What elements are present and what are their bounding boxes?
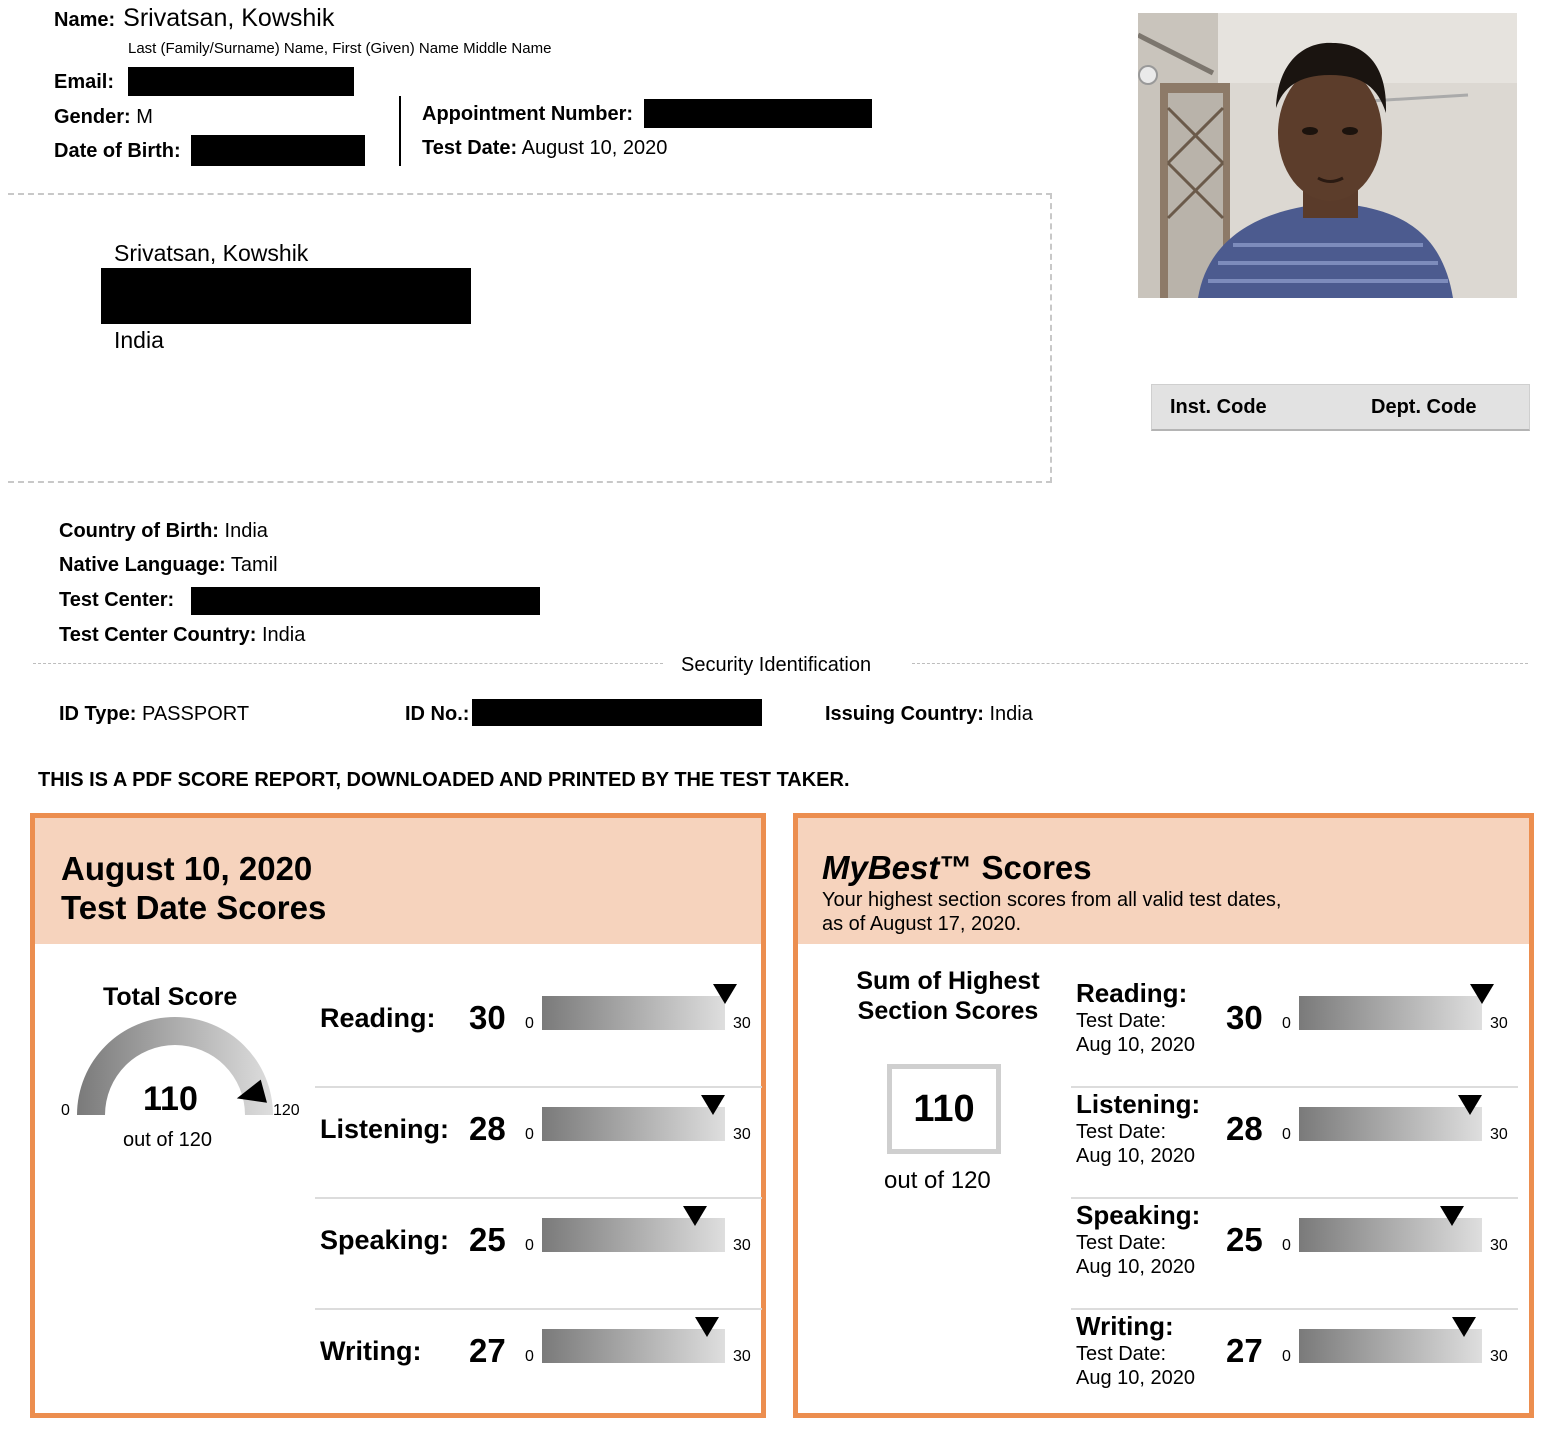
mybest-scores-panel <box>793 813 1534 1418</box>
section-date-label: Test Date: <box>1076 1010 1167 1032</box>
country-of-birth-label: Country of Birth: <box>59 520 219 542</box>
section-label: Writing: <box>1076 1311 1174 1341</box>
section-label: Reading: <box>320 1003 436 1033</box>
score-marker <box>1440 1206 1464 1226</box>
test-date-title: August 10, 2020 <box>61 850 313 887</box>
scale-min: 0 <box>1282 1237 1291 1254</box>
scale-min: 0 <box>1282 1015 1291 1032</box>
candidate-name-row <box>54 4 334 33</box>
section-label: Reading: <box>1076 978 1188 1008</box>
total-out-of: out of 120 <box>123 1129 212 1151</box>
email-redaction <box>128 67 354 96</box>
native-language-label: Native Language: <box>59 554 226 576</box>
candidate-name: Srivatsan, Kowshik <box>123 4 335 32</box>
row-divider <box>315 1086 762 1088</box>
address-name: Srivatsan, Kowshik <box>114 240 309 266</box>
id-type-label: ID Type: <box>59 703 137 725</box>
score-bar <box>542 1107 725 1141</box>
issuing-country-label: Issuing Country: <box>825 703 984 725</box>
section-score: 27 <box>1226 1332 1263 1369</box>
candidate-photo <box>1138 13 1517 298</box>
email-label: Email: <box>54 71 115 93</box>
test-center-label: Test Center: <box>59 589 175 611</box>
native-language-row <box>59 554 278 577</box>
mybest-title-suffix: ™ Scores <box>939 849 1092 886</box>
section-score: 27 <box>469 1332 506 1369</box>
row-divider <box>315 1308 762 1310</box>
section-score: 28 <box>1226 1110 1263 1147</box>
score-marker <box>683 1206 707 1226</box>
section-date: Aug 10, 2020 <box>1076 1034 1195 1056</box>
score-bar <box>1299 996 1482 1030</box>
score-marker <box>701 1095 725 1115</box>
scale-min: 0 <box>1282 1348 1291 1365</box>
sum-label-line2: Section Scores <box>857 997 1039 1025</box>
institution-codes-bar <box>1151 384 1530 431</box>
row-divider <box>1071 1197 1518 1199</box>
security-divider-left <box>33 663 663 664</box>
section-score: 30 <box>1226 999 1263 1036</box>
scale-max: 30 <box>733 1348 751 1365</box>
id-type-value: PASSPORT <box>141 703 250 725</box>
security-divider-right <box>912 663 1528 664</box>
native-language-value: Tamil <box>230 554 278 576</box>
id-number-redaction <box>472 699 762 726</box>
mybest-subtitle-2: as of August 17, 2020. <box>822 913 1022 935</box>
dob-label: Date of Birth: <box>54 140 181 162</box>
dob-redaction <box>191 135 365 166</box>
section-date-label: Test Date: <box>1076 1343 1167 1365</box>
gender-value: M <box>136 106 153 128</box>
section-label: Speaking: <box>320 1225 450 1255</box>
section-date: Aug 10, 2020 <box>1076 1256 1195 1278</box>
name-label: Name: <box>54 9 116 31</box>
name-format-hint: Last (Family/Surname) Name, First (Given) Name Middle Name <box>128 40 552 57</box>
score-marker <box>695 1317 719 1337</box>
sum-label <box>838 966 1058 1026</box>
scale-min: 0 <box>1282 1126 1291 1143</box>
section-date: Aug 10, 2020 <box>1076 1145 1195 1167</box>
score-bar <box>542 996 725 1030</box>
section-label: Listening: <box>1076 1089 1201 1119</box>
pdf-notice: THIS IS A PDF SCORE REPORT, DOWNLOADED AND PRINTED BY THE TEST TAKER. <box>38 769 850 791</box>
sum-out-of: out of 120 <box>884 1167 991 1194</box>
scale-max: 30 <box>733 1126 751 1143</box>
test-center-redaction <box>191 587 540 615</box>
test-date-label: Test Date: <box>422 137 518 159</box>
scale-max: 30 <box>1490 1237 1508 1254</box>
test-date-value: August 10, 2020 <box>521 137 668 159</box>
scale-min: 0 <box>525 1015 534 1032</box>
mybest-brand: MyBest <box>822 849 940 886</box>
scale-min: 0 <box>525 1126 534 1143</box>
dept-code-label: Dept. Code <box>1371 396 1477 418</box>
total-score-label: Total Score <box>103 983 238 1011</box>
issuing-country-row <box>825 703 1033 726</box>
inst-code-label: Inst. Code <box>1170 396 1267 418</box>
gender-label: Gender: <box>54 106 131 128</box>
scale-max: 30 <box>733 1015 751 1032</box>
mailing-address-box <box>8 193 1052 483</box>
test-center-country-value: India <box>261 624 306 646</box>
gender-row <box>54 106 153 129</box>
test-date-scores-panel <box>30 813 766 1418</box>
total-score-value: 110 <box>143 1080 198 1118</box>
scale-min: 0 <box>525 1348 534 1365</box>
section-date-label: Test Date: <box>1076 1121 1167 1143</box>
country-of-birth-row <box>59 520 268 543</box>
photo-illustration <box>1138 13 1517 298</box>
country-of-birth-value: India <box>224 520 268 542</box>
scale-max: 30 <box>1490 1126 1508 1143</box>
address-redaction <box>101 268 471 324</box>
mybest-subtitle-1: Your highest section scores from all valid test dates, <box>822 889 1282 911</box>
section-label: Speaking: <box>1076 1200 1201 1230</box>
section-score: 28 <box>469 1110 506 1147</box>
gauge-min: 0 <box>61 1102 70 1119</box>
gauge-max: 120 <box>273 1102 300 1119</box>
scale-max: 30 <box>1490 1015 1508 1032</box>
score-bar <box>1299 1107 1482 1141</box>
row-divider <box>315 1197 762 1199</box>
score-marker <box>713 984 737 1004</box>
security-heading: Security Identification <box>681 654 872 676</box>
id-number-label: ID No.: <box>405 703 470 725</box>
mybest-title <box>822 849 1092 887</box>
issuing-country-value: India <box>989 703 1033 725</box>
score-marker <box>1470 984 1494 1004</box>
test-date-row <box>422 137 667 160</box>
header-divider <box>399 96 401 166</box>
test-center-country-label: Test Center Country: <box>59 624 257 646</box>
section-label: Writing: <box>320 1336 422 1366</box>
scale-max: 30 <box>733 1237 751 1254</box>
id-type-row <box>59 703 249 726</box>
appointment-redaction <box>644 99 872 128</box>
section-score: 30 <box>469 999 506 1036</box>
score-marker <box>1452 1317 1476 1337</box>
appointment-label: Appointment Number: <box>422 103 634 125</box>
row-divider <box>1071 1086 1518 1088</box>
section-label: Listening: <box>320 1114 449 1144</box>
section-date-label: Test Date: <box>1076 1232 1167 1254</box>
test-center-country-row <box>59 624 305 647</box>
scale-min: 0 <box>525 1237 534 1254</box>
sum-total-value: 110 <box>887 1064 1001 1154</box>
sum-label-line1: Sum of Highest <box>856 967 1040 995</box>
scale-max: 30 <box>1490 1348 1508 1365</box>
score-marker <box>1458 1095 1482 1115</box>
test-date-subtitle: Test Date Scores <box>61 889 327 926</box>
section-date: Aug 10, 2020 <box>1076 1367 1195 1389</box>
address-country: India <box>114 327 164 353</box>
section-score: 25 <box>1226 1221 1263 1258</box>
row-divider <box>1071 1308 1518 1310</box>
section-score: 25 <box>469 1221 506 1258</box>
